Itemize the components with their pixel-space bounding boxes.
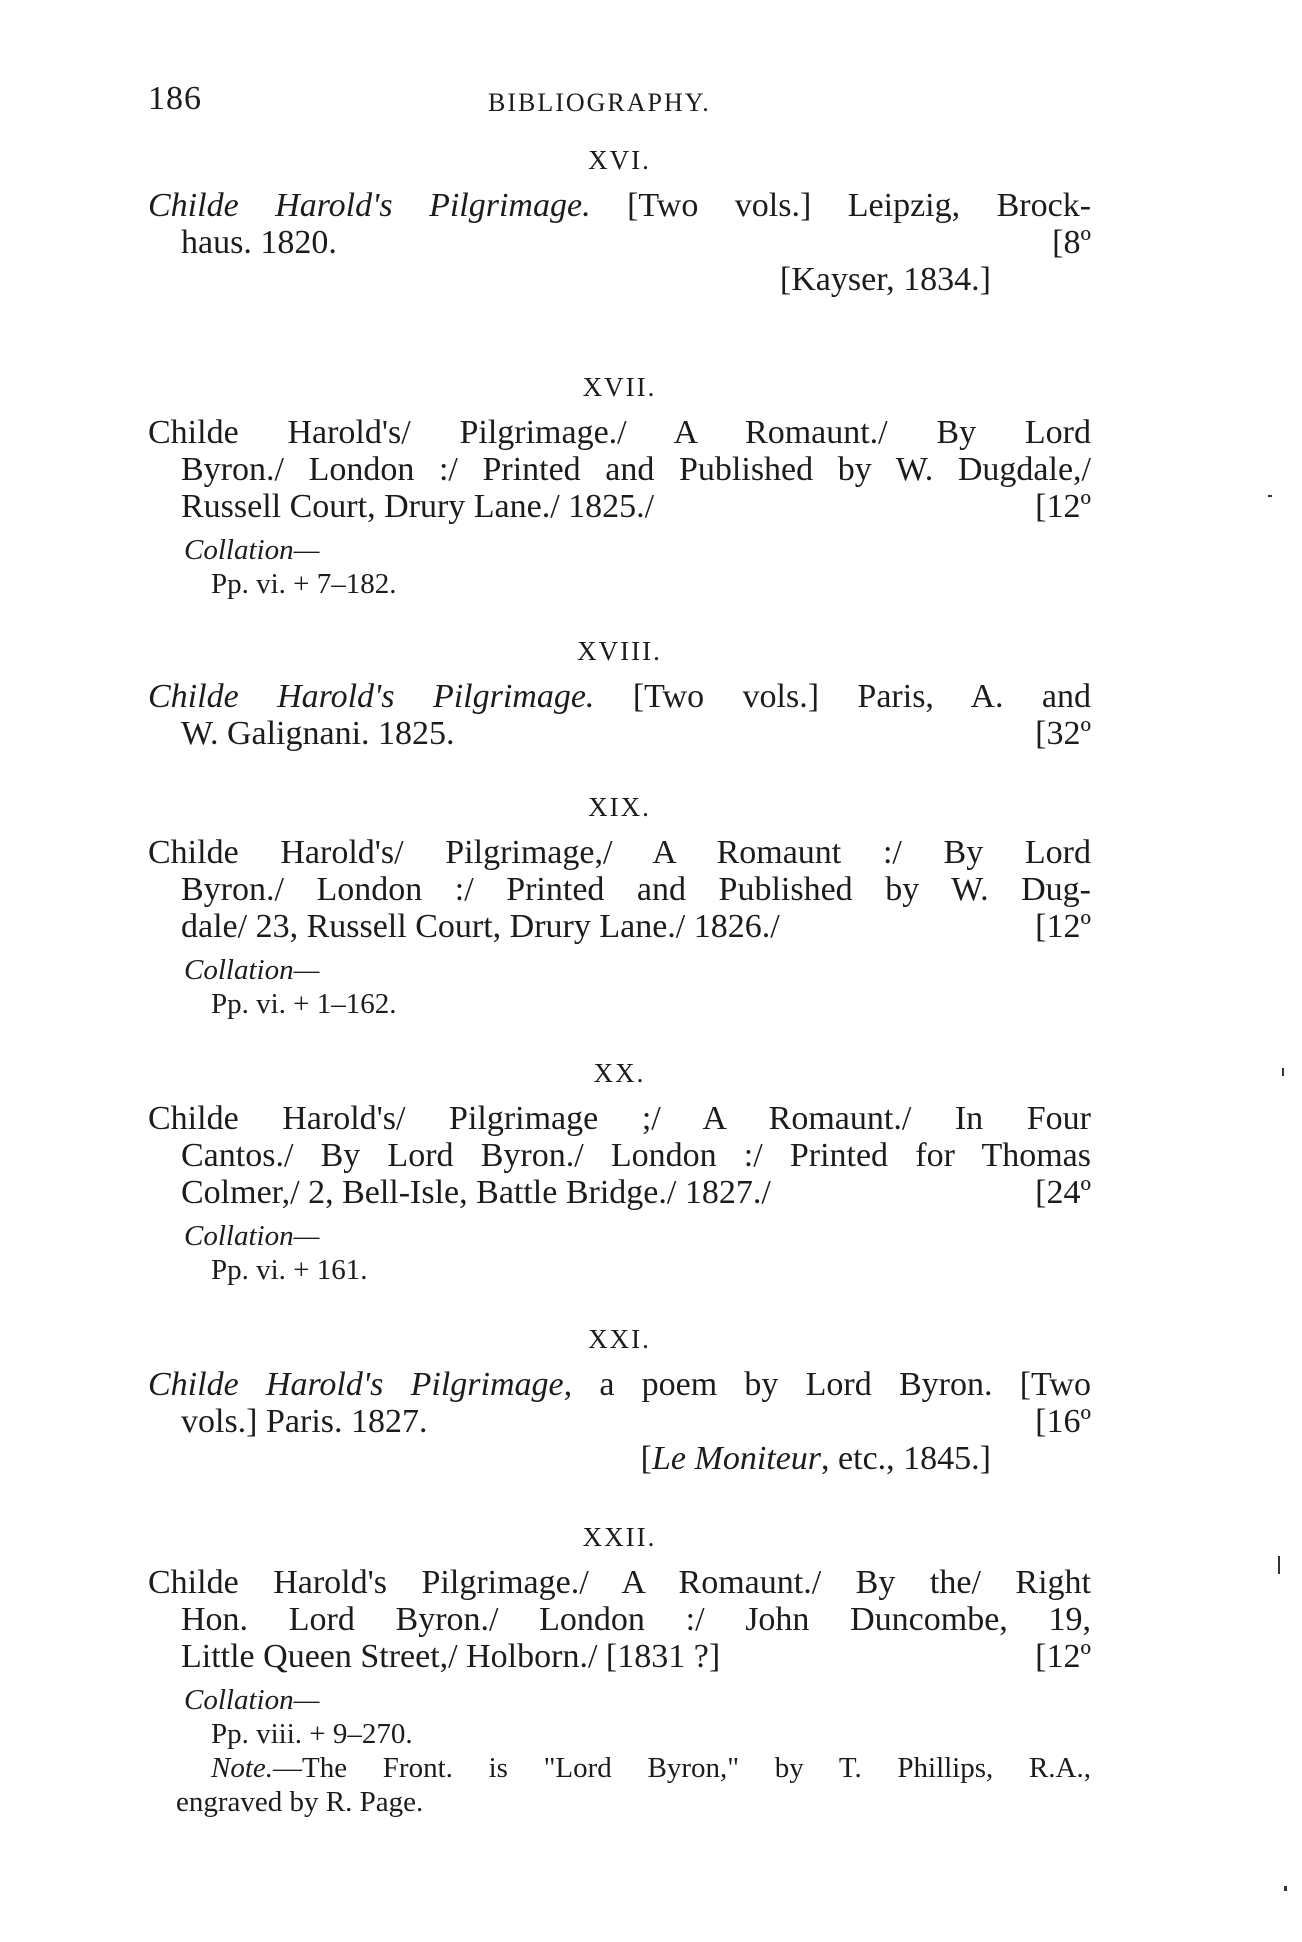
- entry-line: Byron./ London :/ Printed and Published by W. Dug-: [181, 871, 1091, 908]
- entry-text: [Two vols.] Paris, A. and: [632, 678, 1091, 715]
- format-size: [8º: [1052, 224, 1091, 261]
- entry-number: XXII.: [582, 1522, 657, 1552]
- entry-number: XXI.: [588, 1324, 651, 1354]
- entry-line: Childe Harold's/ Pilgrimage ;/ A Romaunt./ In Four: [148, 1100, 1091, 1137]
- work-title: Childe Harold's Pilgrimage,: [148, 1366, 573, 1403]
- entry-number: XVI.: [588, 145, 651, 175]
- entry-number: XIX.: [588, 792, 651, 822]
- entry-text: a poem by Lord Byron. [Two: [599, 1366, 1091, 1403]
- source-bracket: [: [640, 1440, 652, 1477]
- source-title: Le Moniteur: [652, 1440, 822, 1477]
- source-detail: , etc., 1845.]: [821, 1440, 991, 1477]
- entry-line: Childe Harold's/ Pilgrimage,/ A Romaunt :/ By Lord: [148, 834, 1091, 871]
- entry-number: XVII.: [582, 372, 657, 402]
- bibliography-entry-xix: [148, 790, 1091, 1021]
- format-size: [32º: [1035, 715, 1091, 752]
- collation-text: Pp. vi. + 1–162.: [211, 988, 397, 1020]
- entry-text: Little Queen Street,/ Holborn./ [1831 ?]: [181, 1638, 721, 1675]
- format-size: [16º: [1035, 1403, 1091, 1440]
- entry-line: Hon. Lord Byron./ London :/ John Duncombe, 19,: [181, 1601, 1091, 1638]
- entry-text: dale/ 23, Russell Court, Drury Lane./ 1826./: [181, 908, 780, 945]
- entry-line: [148, 1638, 1091, 1675]
- note-text: —The Front. is "Lord Byron," by T. Phillips, R.A.,: [273, 1752, 1091, 1784]
- entry-line: Childe Harold's/ Pilgrimage./ A Romaunt./ By Lord: [148, 414, 1091, 451]
- format-size: [24º: [1035, 1174, 1091, 1211]
- note-line: [148, 1751, 1091, 1785]
- entry-text: Russell Court, Drury Lane./ 1825./: [181, 488, 655, 525]
- bibliography-entry-xxi: [148, 1322, 1091, 1477]
- entry-line: Byron./ London :/ Printed and Published by W. Dugdale,/: [181, 451, 1091, 488]
- collation-label: Collation—: [184, 954, 320, 986]
- bibliography-entry-xvii: [148, 370, 1091, 601]
- entry-line: [148, 224, 1091, 261]
- entry-line: [148, 1366, 1091, 1403]
- format-size: [12º: [1035, 1638, 1091, 1675]
- scan-mark: [1284, 1886, 1287, 1891]
- entry-line: [148, 187, 1091, 224]
- entry-text: W. Galignani. 1825.: [181, 715, 455, 752]
- entry-line: Cantos./ By Lord Byron./ London :/ Printed for Thomas: [181, 1137, 1091, 1174]
- running-title: BIBLIOGRAPHY.: [488, 88, 711, 117]
- entry-line: [148, 908, 1091, 945]
- bibliography-entry-xxii: [148, 1520, 1091, 1819]
- entry-text: vols.] Paris. 1827.: [181, 1403, 428, 1440]
- entry-number: XX.: [593, 1058, 646, 1088]
- entry-line: Childe Harold's Pilgrimage./ A Romaunt./ By the/ Right: [148, 1564, 1091, 1601]
- page-number: 186: [148, 80, 202, 117]
- work-title: Childe Harold's Pilgrimage.: [148, 187, 591, 224]
- entry-line: [148, 715, 1091, 752]
- work-title: Childe Harold's Pilgrimage.: [148, 678, 595, 715]
- entry-line: [148, 1174, 1091, 1211]
- collation-label: Collation—: [184, 1684, 320, 1716]
- collation-label: Collation—: [184, 1220, 320, 1252]
- bibliography-entry-xviii: [148, 634, 1091, 752]
- entry-line: [148, 678, 1091, 715]
- source-citation: [Kayser, 1834.]: [779, 261, 991, 298]
- collation-label: Collation—: [184, 534, 320, 566]
- scan-mark: [1278, 1556, 1280, 1574]
- note-label: Note.: [211, 1752, 274, 1784]
- bibliography-entry-xx: [148, 1056, 1091, 1287]
- entry-text: haus. 1820.: [181, 224, 337, 261]
- entry-line: [148, 488, 1091, 525]
- note-line: engraved by R. Page.: [176, 1786, 424, 1818]
- collation-text: Pp. vi. + 161.: [211, 1254, 368, 1286]
- format-size: [12º: [1035, 488, 1091, 525]
- format-size: [12º: [1035, 908, 1091, 945]
- collation-text: Pp. vi. + 7–182.: [211, 568, 397, 600]
- entry-line: [148, 1403, 1091, 1440]
- source-citation: [148, 1440, 1091, 1477]
- entry-text: Colmer,/ 2, Bell-Isle, Battle Bridge./ 1827./: [181, 1174, 771, 1211]
- entry-number: XVIII.: [577, 636, 662, 666]
- entry-text: [Two vols.] Leipzig, Brock-: [627, 187, 1092, 224]
- page-header: [148, 80, 848, 130]
- scan-mark: [1282, 1068, 1284, 1076]
- scan-mark: [1268, 495, 1272, 497]
- collation-text: Pp. viii. + 9–270.: [211, 1718, 413, 1750]
- bibliography-entry-xvi: [148, 143, 1091, 298]
